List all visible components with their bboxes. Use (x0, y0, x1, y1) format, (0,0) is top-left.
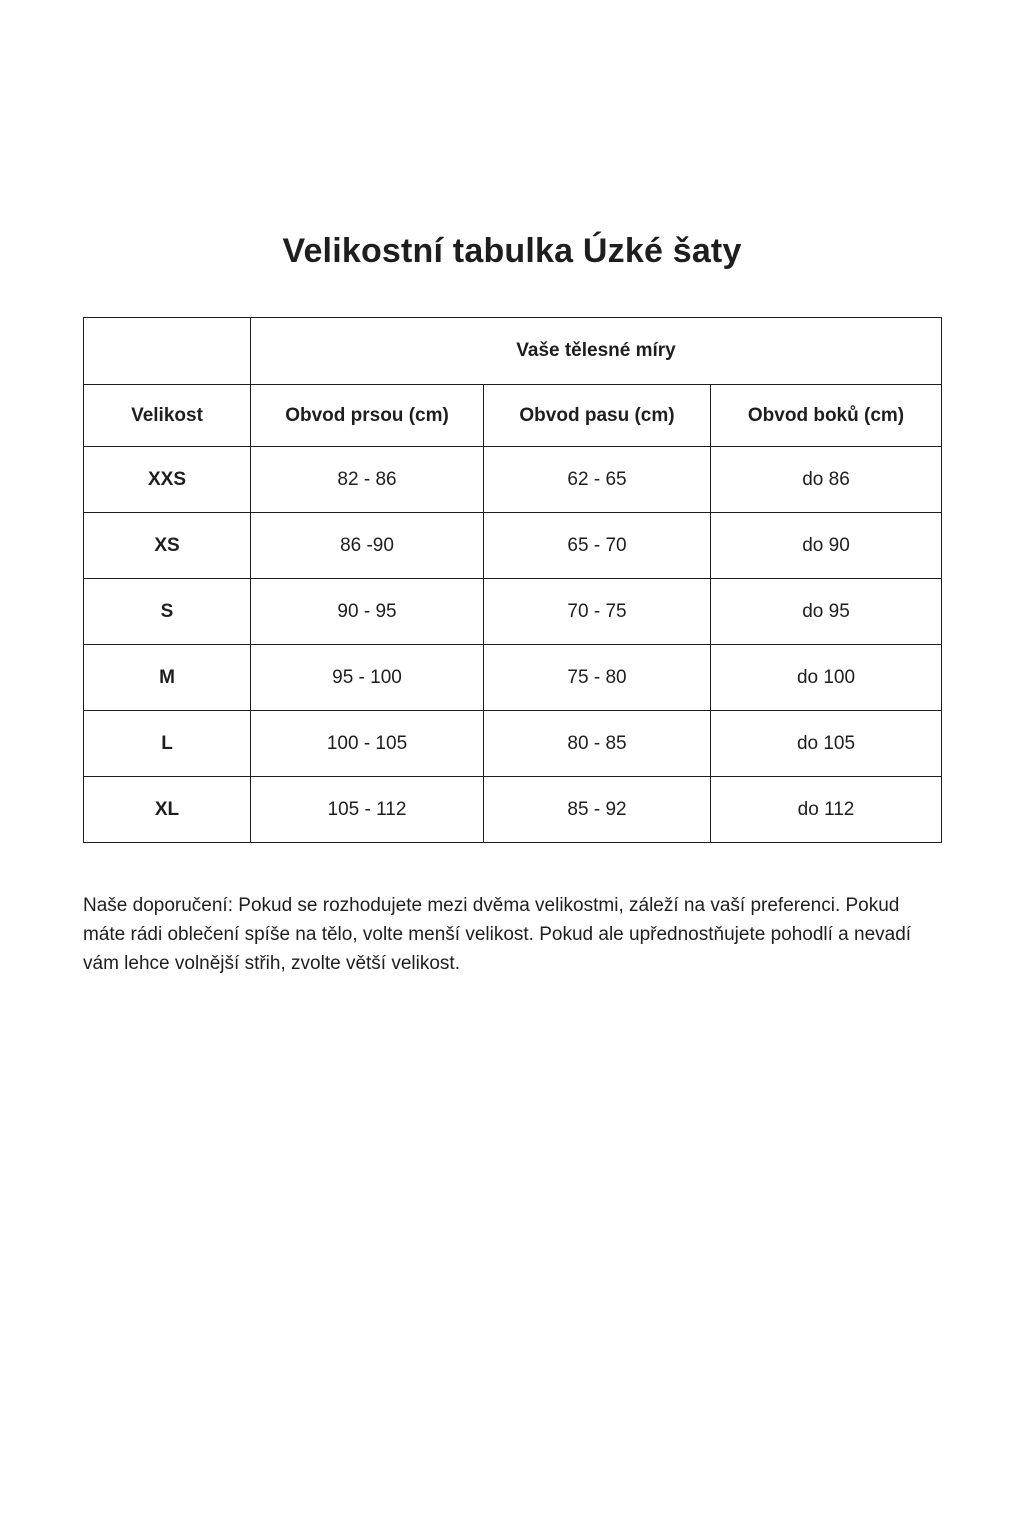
table-group-header-row (84, 318, 942, 385)
table-row (84, 645, 942, 711)
column-header-size: Velikost (84, 385, 251, 447)
size-chart-table (83, 317, 942, 843)
body-measures-group-header: Vaše tělesné míry (251, 318, 942, 385)
chest-value-cell: 95 - 100 (251, 645, 484, 711)
waist-value-cell: 80 - 85 (484, 711, 711, 777)
hips-value-cell: do 112 (711, 777, 942, 843)
waist-value-cell: 70 - 75 (484, 579, 711, 645)
chest-value-cell: 105 - 112 (251, 777, 484, 843)
column-header-chest: Obvod prsou (cm) (251, 385, 484, 447)
empty-corner-cell (84, 318, 251, 385)
chest-value-cell: 86 -90 (251, 513, 484, 579)
size-label-cell: S (84, 579, 251, 645)
column-header-hips: Obvod boků (cm) (711, 385, 942, 447)
chest-value-cell: 90 - 95 (251, 579, 484, 645)
table-row (84, 579, 942, 645)
waist-value-cell: 62 - 65 (484, 447, 711, 513)
chest-value-cell: 100 - 105 (251, 711, 484, 777)
page-title: Velikostní tabulka Úzké šaty (282, 232, 742, 270)
hips-value-cell: do 90 (711, 513, 942, 579)
table-row (84, 447, 942, 513)
waist-value-cell: 85 - 92 (484, 777, 711, 843)
table-row (84, 777, 942, 843)
chest-value-cell: 82 - 86 (251, 447, 484, 513)
hips-value-cell: do 100 (711, 645, 942, 711)
table-row (84, 711, 942, 777)
size-label-cell: XS (84, 513, 251, 579)
table-column-header-row (84, 385, 942, 447)
size-label-cell: M (84, 645, 251, 711)
size-label-cell: XL (84, 777, 251, 843)
hips-value-cell: do 95 (711, 579, 942, 645)
size-label-cell: XXS (84, 447, 251, 513)
recommendation-note: Naše doporučení: Pokud se rozhodujete mezi dvěma velikostmi, záleží na vaší preferenci. Pokud máte rádi oblečení spíše na tělo, volte menší velikost. Pokud ale upřednostňujete pohodlí a nevadí vám lehce volnější střih, zvolte větší velikost. (83, 895, 912, 974)
table-row (84, 513, 942, 579)
column-header-waist: Obvod pasu (cm) (484, 385, 711, 447)
waist-value-cell: 65 - 70 (484, 513, 711, 579)
hips-value-cell: do 105 (711, 711, 942, 777)
size-label-cell: L (84, 711, 251, 777)
hips-value-cell: do 86 (711, 447, 942, 513)
waist-value-cell: 75 - 80 (484, 645, 711, 711)
